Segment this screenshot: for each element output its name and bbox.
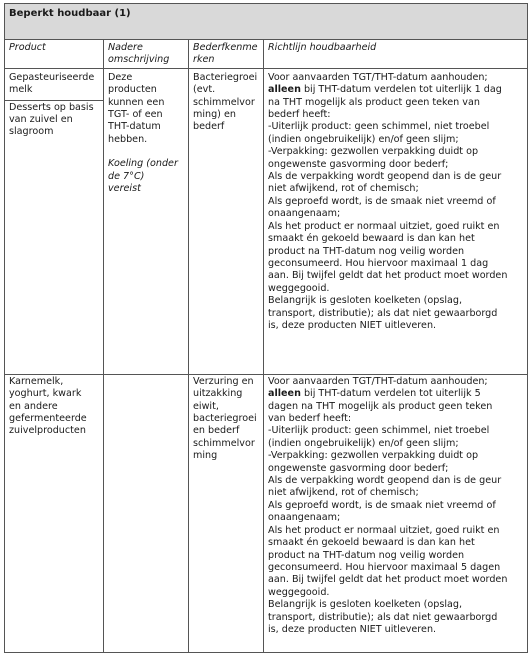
guideline-line <box>268 134 523 146</box>
guideline-emphasis: alleen <box>268 388 301 400</box>
guideline-line <box>268 221 523 233</box>
guideline-text: niet afwijkend, rot of chemisch; <box>268 183 419 195</box>
guideline-text: Als geproefd wordt, is de smaak niet vreemd of <box>268 499 496 511</box>
guideline-line <box>268 295 523 307</box>
guideline-line <box>268 612 523 624</box>
product-subcell: Desserts op basis van zuivel en slagroom <box>5 100 103 139</box>
guideline-line <box>268 413 523 425</box>
guideline-line <box>268 463 523 475</box>
guideline-line <box>268 183 523 195</box>
guideline-line <box>268 376 523 388</box>
guideline-line <box>268 587 523 599</box>
guideline-line <box>268 97 523 109</box>
guideline-line <box>268 159 523 171</box>
header-nadere-omschrijving: Nadere omschrijving <box>104 40 189 69</box>
guideline-line <box>268 438 523 450</box>
table-row <box>5 68 528 374</box>
guideline-text: geconsumeerd. Hou hiervoor maximaal 1 dag <box>268 257 489 269</box>
table-title: Beperkt houdbaar (1) <box>5 4 528 40</box>
guideline-text: Als het product er normaal uitziet, goed ruikt en <box>268 524 500 536</box>
guideline-text: Voor aanvaarden TGT/THT-datum aanhouden; <box>268 71 488 83</box>
guideline-line <box>268 388 523 400</box>
guideline-line <box>268 401 523 413</box>
guideline-line <box>268 450 523 462</box>
guideline-text: na THT mogelijk als product geen teken van <box>268 96 480 108</box>
guideline-line <box>268 562 523 574</box>
guideline-text: Als de verpakking wordt geopend dan is de geur <box>268 171 502 183</box>
guideline-text: geconsumeerd. Hou hiervoor maximaal 5 dagen <box>268 561 501 573</box>
guideline-line <box>268 109 523 121</box>
nadere-omschrijving-cell <box>104 374 189 652</box>
guideline-text: Als geproefd wordt, is de smaak niet vreemd of <box>268 195 496 207</box>
guideline-line <box>268 246 523 258</box>
guideline-text: bij THT-datum verdelen tot uiterlijk 1 dag <box>300 84 502 96</box>
guideline-line <box>268 550 523 562</box>
guideline-text: ongewenste gasvorming door bederf; <box>268 158 449 170</box>
guideline-line <box>268 624 523 636</box>
guideline-line <box>268 84 523 96</box>
guideline-line <box>268 525 523 537</box>
nadere-omschrijving-cell: Deze producten kunnen een TGT- of een THT-datum hebben. Koeling (onder de 7°C) vereist <box>104 68 189 374</box>
bederfkenmerken-cell: Bacteriegroei (evt. schimmelvor ming) en bederf <box>189 68 264 374</box>
guideline-text: (indien ongebruikelijk) en/of geen slijm; <box>268 133 459 145</box>
guideline-text: -Uiterlijk product: geen schimmel, niet troebel <box>268 425 490 437</box>
guideline-text: -Verpakking: gezwollen verpakking duidt op <box>268 450 479 462</box>
guideline-text: is, deze producten NIET uitleveren. <box>268 319 437 331</box>
guideline-text: product na THT-datum nog veilig worden <box>268 549 465 561</box>
richtlijn-cell <box>264 68 528 374</box>
guideline-text: (indien ongebruikelijk) en/of geen slijm; <box>268 437 459 449</box>
guideline-line <box>268 487 523 499</box>
guideline-text: -Uiterlijk product: geen schimmel, niet troebel <box>268 121 490 133</box>
shelf-life-table <box>4 3 528 653</box>
table-row <box>5 374 528 652</box>
guideline-text: is, deze producten NIET uitleveren. <box>268 623 437 635</box>
guideline-text: onaangenaam; <box>268 512 341 524</box>
bederfkenmerken-cell: Verzuring en uitzakking eiwit, bacteriegroei en bederf schimmelvor ming <box>189 374 264 652</box>
guideline-text: product na THT-datum nog veilig worden <box>268 245 465 257</box>
guideline-line <box>268 146 523 158</box>
guideline-line <box>268 171 523 183</box>
guideline-text: niet afwijkend, rot of chemisch; <box>268 487 419 499</box>
guideline-text: onaangenaam; <box>268 208 341 220</box>
guideline-line <box>268 72 523 84</box>
guideline-line <box>268 574 523 586</box>
document-table-wrapper <box>4 3 527 653</box>
table-title-row <box>5 4 528 40</box>
guideline-line <box>268 537 523 549</box>
guideline-text: Als het product er normaal uitziet, goed ruikt en <box>268 220 500 232</box>
header-product: Product <box>5 40 104 69</box>
guideline-text: Als de verpakking wordt geopend dan is de geur <box>268 475 502 487</box>
guideline-line <box>268 270 523 282</box>
guideline-line <box>268 196 523 208</box>
guideline-line <box>268 599 523 611</box>
table-header-row <box>5 40 528 69</box>
guideline-line <box>268 283 523 295</box>
guideline-text: aan. Bij twijfel geldt dat het product moet worden <box>268 270 508 282</box>
guideline-text: dagen na THT mogelijk als product geen teken <box>268 400 493 412</box>
guideline-line <box>268 475 523 487</box>
guideline-line <box>268 425 523 437</box>
guideline-text: smaakt én gekoeld bewaard is dan kan het <box>268 233 475 245</box>
guideline-line <box>268 233 523 245</box>
guideline-line <box>268 500 523 512</box>
richtlijn-cell <box>264 374 528 652</box>
product-cell: Gepasteuriseerde melk Desserts op basis van zuivel en slagroom <box>5 68 104 374</box>
guideline-text: transport, distributie); als dat niet gewaarborgd <box>268 307 498 319</box>
guideline-line <box>268 320 523 332</box>
guideline-text: -Verpakking: gezwollen verpakking duidt op <box>268 146 479 158</box>
guideline-text: aan. Bij twijfel geldt dat het product moet worden <box>268 574 508 586</box>
guideline-text: Belangrijk is gesloten koelketen (opslag, <box>268 599 463 611</box>
guideline-line <box>268 512 523 524</box>
guideline-line <box>268 208 523 220</box>
guideline-line <box>268 258 523 270</box>
guideline-text: weggegooid. <box>268 282 330 294</box>
product-cell: Karnemelk, yoghurt, kwark en andere gefermenteerde zuivelproducten <box>5 374 104 652</box>
header-richtlijn-houdbaarheid: Richtlijn houdbaarheid <box>264 40 528 69</box>
guideline-line <box>268 308 523 320</box>
guideline-text: transport, distributie); als dat niet gewaarborgd <box>268 611 498 623</box>
guideline-text: bederf heeft: <box>268 109 331 121</box>
guideline-text: smaakt én gekoeld bewaard is dan kan het <box>268 537 475 549</box>
guideline-text: weggegooid. <box>268 586 330 598</box>
guideline-text: bij THT-datum verdelen tot uiterlijk 5 <box>300 388 481 400</box>
guideline-text: Voor aanvaarden TGT/THT-datum aanhouden; <box>268 375 488 387</box>
guideline-text: ongewenste gasvorming door bederf; <box>268 462 449 474</box>
guideline-text: van bederf heeft: <box>268 413 352 425</box>
guideline-emphasis: alleen <box>268 84 301 96</box>
guideline-line <box>268 121 523 133</box>
guideline-text: Belangrijk is gesloten koelketen (opslag, <box>268 295 463 307</box>
header-bederfkenmerken: Bederfkenme rken <box>189 40 264 69</box>
